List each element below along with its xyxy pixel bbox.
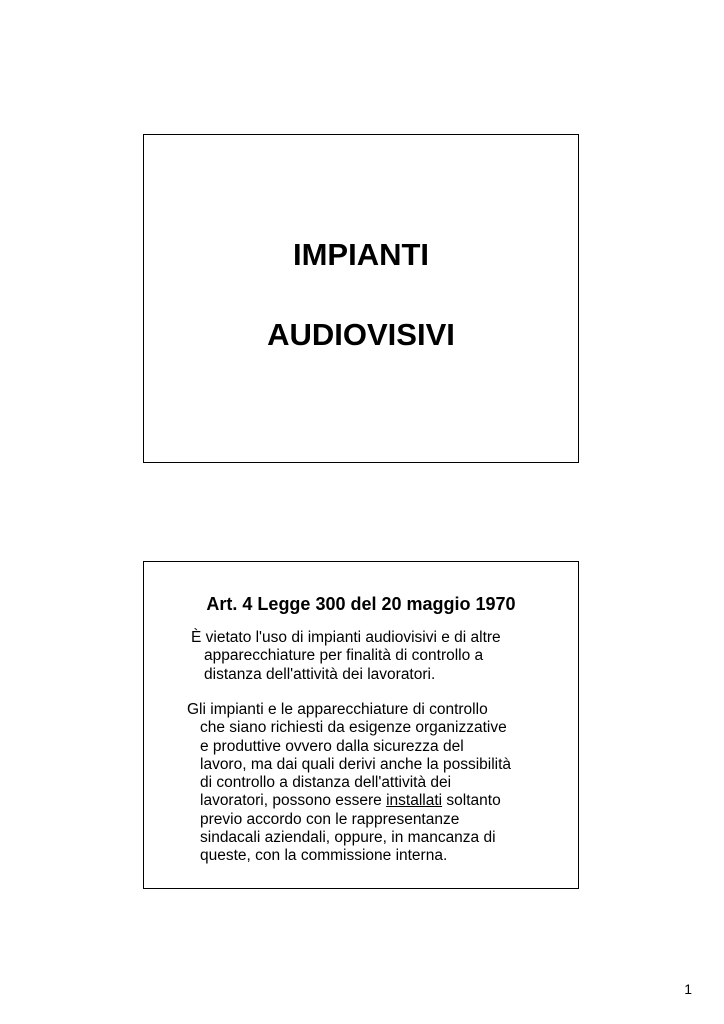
article-heading: Art. 4 Legge 300 del 20 maggio 1970 [206, 594, 516, 614]
article-paragraph-1 [191, 629, 566, 684]
paragraph-2-line-part: soltanto [442, 792, 501, 810]
underlined-word: installati [386, 792, 443, 810]
paragraph-2-line: Gli impianti e le apparecchiature di controllo [187, 701, 488, 718]
paragraph-2-line: queste, con la commissione interna. [200, 847, 448, 865]
paragraph-2-line: lavoro, ma dai quali derivi anche la possibilità [200, 755, 512, 773]
paragraph-2-line: e produttive ovvero dalla sicurezza del [200, 737, 464, 755]
paragraph-2-line: che siano richiesti da esigenze organizzative [200, 719, 507, 737]
slide-article [143, 561, 579, 889]
article-paragraph-2 [187, 701, 567, 866]
slide-title [143, 134, 579, 463]
paragraph-2-line: previo accordo con le rappresentanze [200, 810, 460, 828]
slide-title-line-2: AUDIOVISIVI [267, 317, 455, 352]
paragraph-2-line: sindacali aziendali, oppure, in mancanza di [200, 829, 496, 847]
paragraph-2-line [187, 792, 567, 810]
page-number: 1 [684, 981, 692, 997]
paragraph-2-line-part: lavoratori, possono essere [200, 792, 387, 810]
slide-title-line-1: IMPIANTI [292, 237, 430, 272]
paragraph-1-line: apparecchiature per finalità di controllo a [204, 647, 484, 665]
paragraph-1-line: È vietato l'uso di impianti audiovisivi e di altre [191, 629, 501, 646]
paragraph-1-line: distanza dell'attività dei lavoratori. [204, 665, 436, 683]
paragraph-2-line: di controllo a distanza dell'attività dei [200, 774, 452, 792]
